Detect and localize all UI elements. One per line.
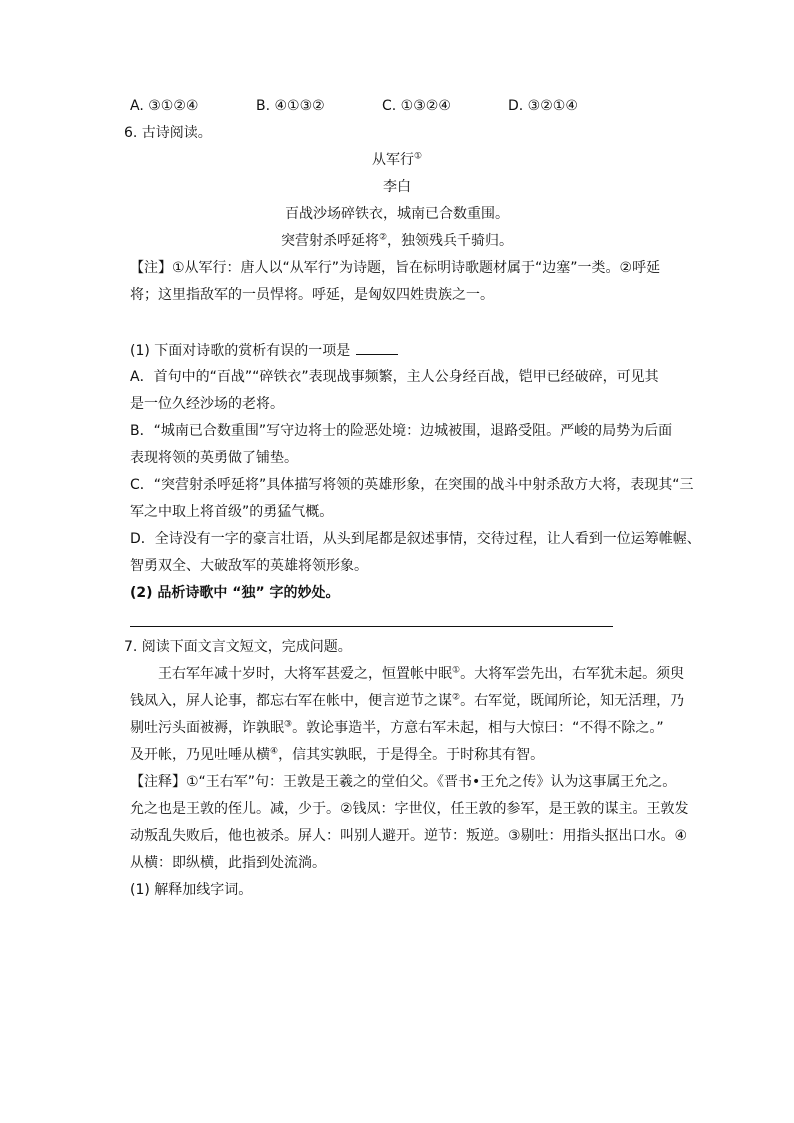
q7-note-line-1: 【注释】①“王右军”句：王敦是王羲之的堂伯父。《晋书•王允之传》认为这事属王允之。 [130,774,677,790]
q7-passage-line-1: 王右军年减十岁时，大将军甚爱之，恒置帐中眠①。大将军尝先出，右军犹未起。须臾 [158,665,685,682]
q6-choice-c-line-1: C．“突营射杀呼延将”具体描写将领的英雄形象，在突围的战斗中射杀敌方大将，表现其“三 [130,477,694,493]
q5-option-d: D. ③②①④ [508,98,578,114]
q6-choice-a-line-1: A．首句中的“百战”“碎铁衣”表现战事频繁，主人公身经百战，铠甲已经破碎，可见其 [130,369,659,385]
q5-option-a: A. ③①②④ [130,98,199,114]
answer-blank[interactable] [356,340,398,355]
q7-passage-line-2: 钱凤入，屏人论事，都忘右军在帐中，便言逆节之谋②。右军觉，既闻所论，知无活理，乃 [130,692,685,709]
poem-title: 从军行① [371,151,423,168]
q6-note-line-1: 【注】①从军行：唐人以“从军行”为诗题，旨在标明诗歌题材属于“边塞”一类。②呼延 [130,260,661,276]
poem-line-1: 百战沙场碎铁衣，城南已合数重围。 [285,206,509,222]
q7-passage-line-4: 及开帐，乃见吐唾从横④，信其实孰眠，于是得全。于时称其有智。 [130,746,545,763]
poem-line-2: 突营射杀呼延将②，独领残兵千骑归。 [280,232,514,249]
q6-choice-b-line-1: B．“城南已合数重围”写守边将士的险恶处境：边城被围，退路受阻。严峻的局势为后面 [130,423,673,439]
q6-sub2-prompt: (2) 品析诗歌中 “独” 字的妙处。 [130,585,340,601]
q7-note-line-2: 允之也是王敦的侄儿。减，少于。②钱凤：字世仪，任王敦的参军，是王敦的谋主。王敦发 [130,801,689,817]
q6-sub1-prompt: (1) 下面对诗歌的赏析有误的一项是 [130,340,398,361]
q7-note-line-3: 动叛乱失败后，他也被杀。屏人：叫别人避开。逆节：叛逆。③剔吐：用指头抠出口水。④ [130,828,688,844]
q6-choice-b-line-2: 表现将领的英勇做了铺垫。 [130,450,298,466]
answer-line[interactable] [130,626,613,627]
poem-author: 李白 [383,179,411,195]
q6-choice-d-line-2: 智勇双全、大破敌军的英雄将领形象。 [130,558,368,574]
q6-note-line-2: 将；这里指敌军的一员悍将。呼延，是匈奴四姓贵族之一。 [130,287,494,303]
q6-choice-a-line-2: 是一位久经沙场的老将。 [130,396,284,412]
q7-sub1-prompt: (1) 解释加线字词。 [130,882,253,898]
q6-choice-d-line-1: D．全诗没有一字的豪言壮语，从头到尾都是叙述事情，交待过程，让人看到一位运筹帷幄、 [130,531,701,547]
q6-heading: 6. 古诗阅读。 [124,125,212,141]
q5-option-b: B. ④①③② [256,98,325,114]
q5-option-c: C. ①③②④ [382,98,451,114]
q7-passage-line-3: 剔吐污头面被褥，诈孰眠③。敦论事造半，方意右军未起，相与大惊曰：“不得不除之。” [130,719,664,736]
q6-choice-c-line-2: 军之中取上将首级”的勇猛气概。 [130,504,334,520]
q7-heading: 7. 阅读下面文言文短文，完成问题。 [124,639,352,655]
q7-note-line-4: 从横：即纵横，此指到处流淌。 [130,855,326,871]
